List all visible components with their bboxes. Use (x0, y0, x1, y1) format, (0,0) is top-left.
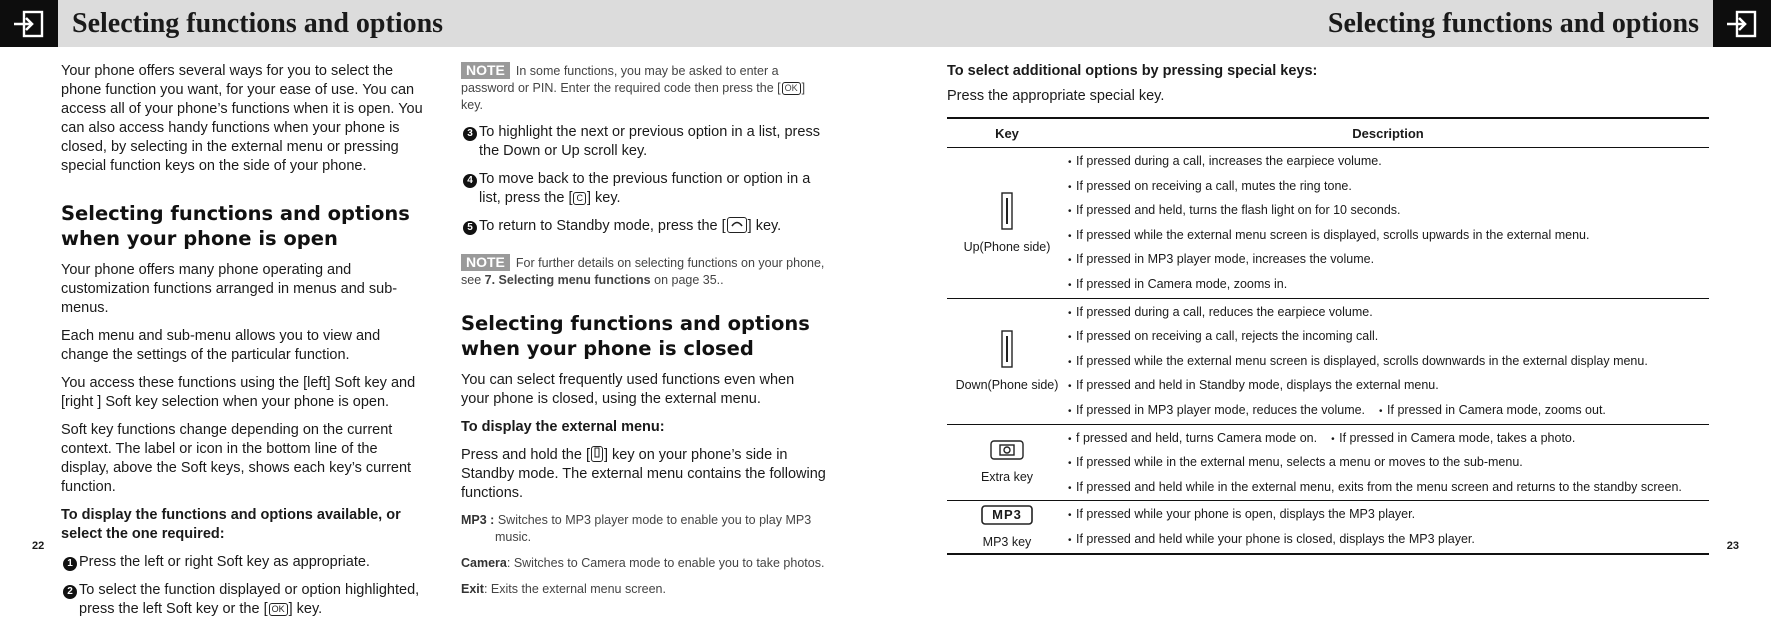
right-heading: To select additional options by pressing special keys: (947, 63, 1318, 79)
key-name: Extra key (980, 470, 1034, 485)
paragraph: You access these functions using the [left] Soft key and [right ] Soft key selection when your phone is open. (61, 375, 416, 410)
table-header-key: Key (947, 118, 1067, 148)
bullet-icon: • (1068, 405, 1072, 417)
step-text: To move back to the previous function or option in a list, press the [ (479, 171, 811, 206)
bullet-icon: • (1331, 433, 1335, 445)
bullet-icon: • (1068, 206, 1072, 218)
bullet-icon: • (1068, 433, 1072, 445)
step-number-icon: 1 (63, 557, 77, 571)
page-title-right: Selecting functions and options (1327, 8, 1699, 39)
note-tag: NOTE (461, 62, 510, 79)
description-text: If pressed in Camera mode, zooms in. (1076, 276, 1288, 291)
description-cell (1067, 148, 1709, 299)
description-line (1068, 272, 1708, 297)
table-row (947, 424, 1709, 501)
step-number-icon: 3 (463, 127, 477, 141)
description-text: If pressed during a call, reduces the earpiece volume. (1076, 304, 1373, 319)
step-text: To return to Standby mode, press the [ (479, 218, 726, 234)
description-line (1068, 450, 1708, 475)
menu-item-camera (461, 555, 826, 572)
table-header-description: Description (1067, 118, 1709, 148)
table-row (947, 148, 1709, 299)
bullet-icon: • (1068, 356, 1072, 368)
note-text: ] key. (461, 81, 806, 112)
step-number-icon: 5 (463, 221, 477, 235)
side-key-down-icon (948, 330, 1066, 368)
menu-item-label: Camera (461, 556, 507, 570)
key-cell (947, 501, 1067, 554)
menu-item-label: Exit (461, 582, 484, 596)
paragraph: You can select frequently used functions even when your phone is closed, using the external menu. (461, 372, 795, 407)
page-number-left: 22 (32, 540, 45, 552)
description-line (1068, 475, 1708, 500)
end-key-icon (727, 217, 747, 233)
description-cell (1067, 298, 1709, 424)
description-text: If pressed on receiving a call, mutes the ring tone. (1076, 178, 1352, 193)
exit-arrow-icon (0, 0, 58, 47)
left-column-2 (461, 62, 826, 607)
clear-key-icon: C (573, 192, 586, 205)
bullet-icon: • (1068, 332, 1072, 344)
description-line (1068, 527, 1708, 552)
description-line (1068, 198, 1708, 223)
step-3 (461, 123, 826, 161)
menu-item-label: MP3 : (461, 513, 495, 527)
step-text: ] key. (288, 601, 323, 617)
note-tag: NOTE (461, 254, 510, 271)
subheading: To display the external menu: (461, 419, 665, 435)
bullet-icon: • (1068, 157, 1072, 168)
key-cell (947, 424, 1067, 501)
description-line (1068, 324, 1708, 349)
note-text: In some functions, you may be asked to enter a password or PIN. Enter the required code then press the [ (461, 64, 781, 95)
paragraph: Each menu and sub-menu allows you to view and change the settings of the particular function. (61, 328, 381, 363)
description-line (1068, 502, 1708, 527)
note-text: on page 35.. (650, 273, 724, 287)
description-line (1068, 247, 1708, 272)
table-header-row (947, 118, 1709, 148)
description-line (1068, 174, 1708, 199)
step-text: ] key. (586, 190, 621, 206)
right-column (947, 62, 1711, 115)
description-text: If pressed and held in Standby mode, displays the external menu. (1076, 378, 1439, 393)
note-reference: 7. Selecting menu functions (484, 273, 651, 287)
description-line (1068, 300, 1708, 325)
page-title-left: Selecting functions and options (72, 8, 444, 39)
key-cell (947, 148, 1067, 299)
bullet-icon: • (1379, 405, 1383, 417)
description-cell (1067, 424, 1709, 501)
description-text: If pressed and held while in the external menu, exits from the menu screen and returns to the standby screen. (1076, 479, 1682, 494)
step-number-icon: 2 (63, 585, 77, 599)
description-text: If pressed in Camera mode, takes a photo. (1339, 430, 1576, 445)
description-text: If pressed in MP3 player mode, reduces the volume. (1076, 402, 1366, 417)
step-text: ] key. (747, 218, 782, 234)
step-5 (461, 217, 826, 236)
description-text: If pressed and held while your phone is closed, displays the MP3 player. (1076, 531, 1475, 546)
mp3-key-icon (948, 505, 1066, 525)
description-text: If pressed in MP3 player mode, increases the volume. (1076, 252, 1375, 267)
description-text: If pressed while the external menu screen is displayed, scrolls downwards in the external display menu. (1076, 353, 1648, 368)
key-icon-label: MP3 (992, 506, 1022, 522)
key-name: MP3 key (982, 534, 1032, 549)
left-column-1 (61, 62, 426, 628)
paragraph-text: Press and hold the [ (461, 447, 590, 463)
menu-item-text: music. (495, 530, 532, 544)
description-line (1068, 373, 1708, 398)
step-text: To select the function displayed or option highlighted, press the left Soft key or the [ (79, 582, 420, 617)
menu-item-text: Switches to MP3 player mode to enable you to play MP3 (497, 513, 812, 527)
description-cell (1067, 501, 1709, 554)
note-box (461, 62, 826, 114)
menu-item-text: : Exits the external menu screen. (483, 582, 666, 596)
key-name: Up(Phone side) (963, 239, 1051, 254)
special-keys-table (947, 117, 1709, 555)
side-key-icon (591, 446, 603, 462)
bullet-icon: • (1068, 482, 1072, 494)
bullet-icon: • (1068, 279, 1072, 291)
note-box (461, 254, 826, 289)
description-text: If pressed during a call, increases the earpiece volume. (1076, 154, 1382, 168)
bullet-icon: • (1068, 255, 1072, 267)
side-key-up-icon (948, 192, 1066, 230)
note-text: For further details on selecting functions on your phone, see (461, 256, 825, 287)
camera-key-icon (948, 440, 1066, 460)
step-4 (461, 170, 826, 208)
paragraph (461, 446, 826, 503)
menu-item-mp3 (461, 512, 826, 546)
description-text: f pressed and held, turns Camera mode on. (1076, 430, 1318, 445)
step-text: Press the left or right Soft key as appropriate. (79, 554, 370, 570)
step-text: To highlight the next or previous option in a list, press the Down or Up scroll key. (479, 124, 820, 159)
bullet-icon: • (1068, 181, 1072, 193)
bullet-icon: • (1068, 307, 1072, 319)
bullet-icon: • (1068, 458, 1072, 470)
table-row (947, 501, 1709, 554)
description-line (1068, 223, 1708, 248)
step-1 (61, 553, 426, 572)
ok-key-icon: OK (269, 603, 288, 616)
description-text: If pressed while in the external menu, selects a menu or moves to the sub-menu. (1076, 455, 1523, 470)
menu-item-text: : Switches to Camera mode to enable you to take photos. (506, 556, 825, 570)
exit-arrow-icon (1713, 0, 1771, 47)
description-text: If pressed and held, turns the flash light on for 10 seconds. (1076, 203, 1401, 218)
section-heading-closed: Selecting functions and options when your phone is closed (461, 312, 810, 360)
description-text: If pressed while your phone is open, displays the MP3 player. (1076, 507, 1416, 522)
bullet-icon: • (1068, 510, 1072, 522)
description-text: If pressed on receiving a call, rejects the incoming call. (1076, 329, 1379, 344)
table-row (947, 298, 1709, 424)
right-intro: Press the appropriate special key. (947, 88, 1165, 104)
ok-key-icon: OK (782, 82, 801, 95)
description-text: If pressed while the external menu screen is displayed, scrolls upwards in the external menu. (1076, 227, 1590, 242)
key-cell (947, 298, 1067, 424)
description-line (1068, 149, 1708, 174)
paragraph: Soft key functions change depending on the current context. The label or icon in the bottom line of the display, above the Soft keys, shows each key’s current function. (61, 422, 412, 495)
section-heading-open: Selecting functions and options when your phone is open (61, 202, 410, 250)
step-number-icon: 4 (463, 174, 477, 188)
description-text: If pressed in Camera mode, zooms out. (1387, 402, 1606, 417)
bullet-icon: • (1068, 230, 1072, 242)
paragraph-text: ] key on your phone’s side in Standby mode. The external menu contains the following functions. (461, 447, 826, 501)
description-line (1068, 349, 1708, 374)
description-line (1068, 426, 1708, 451)
bullet-icon: • (1068, 534, 1072, 546)
intro-paragraph: Your phone offers several ways for you to select the phone function you want, for your ease of use. You can access all of your phone’s functions when it is open. You can also access handy functions when your phone is closed, by selecting in the external menu or pressing special function keys on the side of your phone. (61, 63, 423, 174)
step-2 (61, 581, 426, 619)
key-name: Down(Phone side) (955, 378, 1059, 393)
paragraph: Your phone offers many phone operating and customization functions arranged in menus and sub-menus. (61, 262, 398, 316)
bullet-icon: • (1068, 381, 1072, 393)
subheading: To display the functions and options available, or select the one required: (61, 507, 401, 542)
page-number-right: 23 (1726, 540, 1739, 552)
description-line (1068, 398, 1708, 423)
